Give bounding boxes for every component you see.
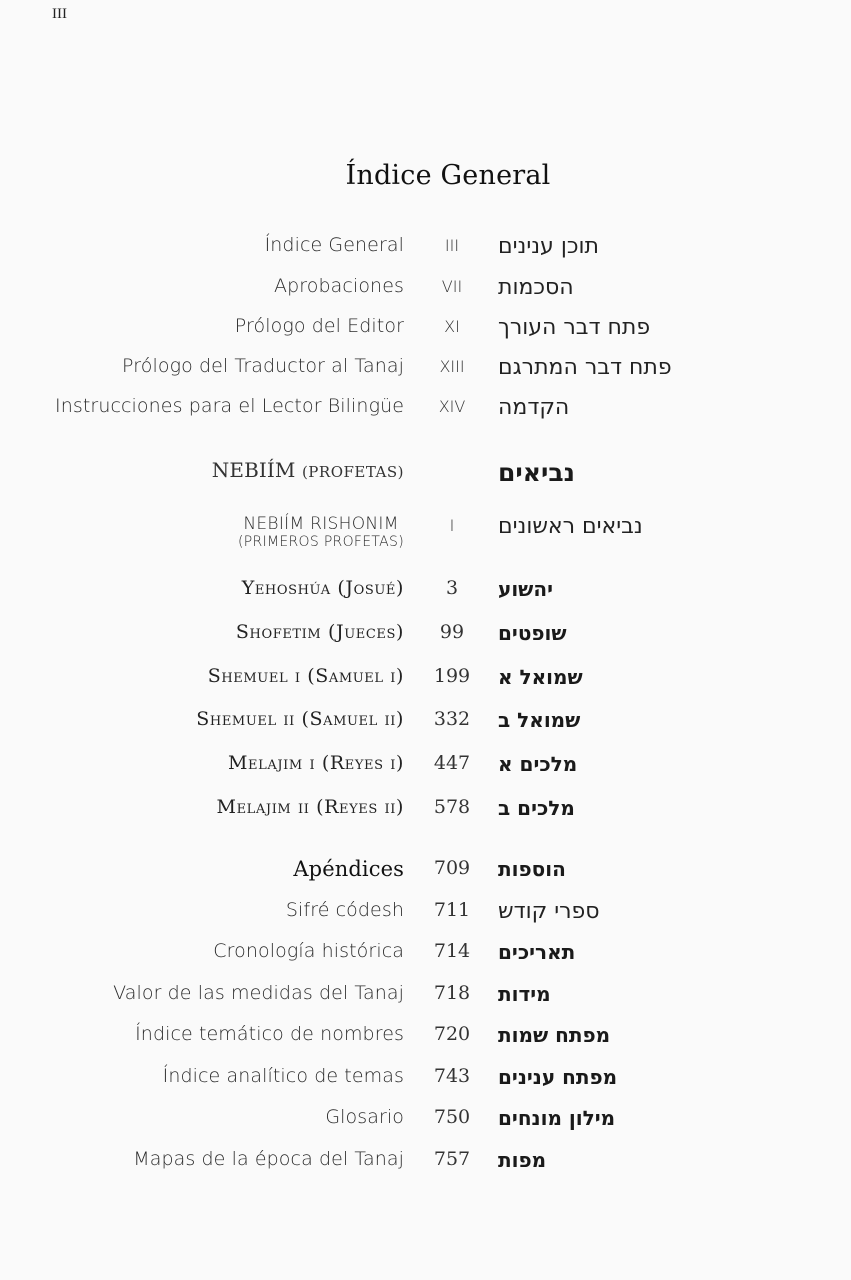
toc-entry[interactable]: [0, 982, 851, 1016]
entry-title-es: Melajim i (Reyes i): [227, 752, 404, 774]
toc-entry[interactable]: [0, 665, 851, 699]
entry-title-he: פתח דבר המתרגם: [498, 355, 672, 380]
entry-title-es: Shemuel i (Samuel i): [207, 665, 404, 687]
entry-title-he: מלכים ב: [498, 796, 575, 820]
entry-title-es: Prólogo del Editor: [234, 315, 404, 337]
entry-title-es: Mapas de la época del Tanaj: [133, 1148, 404, 1170]
appendices-title-es: Apéndices: [293, 857, 404, 881]
page-number: III: [52, 6, 67, 22]
page-title: Índice General: [345, 160, 551, 191]
entry-page: 718: [433, 982, 471, 1004]
entry-title-he: מלכים א: [498, 752, 578, 776]
section-heading-nebiim[interactable]: [0, 458, 851, 492]
entry-title-es: Índice General: [264, 234, 404, 256]
section-title-he: נביאים: [498, 458, 575, 487]
entry-title-he: מפתח ענינים: [498, 1065, 618, 1089]
entry-title-he: שופטים: [498, 621, 567, 645]
entry-page: III: [444, 236, 460, 255]
section-title-paren: (PROFETAS): [301, 463, 404, 481]
entry-title-he: שמואל א: [498, 665, 583, 689]
toc-entry[interactable]: [0, 1148, 851, 1182]
entry-page: VII: [441, 277, 463, 296]
entry-title-es: Yehoshúa (Josué): [241, 577, 404, 599]
entry-title-es: Valor de las medidas del Tanaj: [113, 982, 404, 1004]
entry-title-he: מידות: [498, 982, 551, 1006]
toc-entry[interactable]: [0, 708, 851, 742]
entry-title-he: הסכמות: [498, 275, 574, 300]
section-title-es: [212, 458, 404, 482]
entry-title-he: ספרי קודש: [498, 899, 600, 924]
entry-page: 720: [433, 1023, 471, 1045]
toc-entry[interactable]: [0, 940, 851, 974]
entry-title-he: מפות: [498, 1148, 547, 1172]
entry-title-es: Índice analítico de temas: [162, 1065, 404, 1087]
entry-page: 743: [433, 1065, 471, 1087]
entry-page: 447: [433, 752, 471, 774]
section-heading-appendices[interactable]: [0, 857, 851, 891]
toc-entry[interactable]: [0, 234, 851, 268]
entry-title-es: Cronología histórica: [213, 940, 404, 962]
entry-page: 332: [433, 708, 471, 730]
entry-page: 757: [433, 1148, 471, 1170]
entry-page: 711: [433, 899, 471, 921]
entry-title-he: תוכן ענינים: [498, 234, 599, 259]
entry-page: XI: [444, 317, 460, 336]
entry-title-he: מפתח שמות: [498, 1023, 611, 1047]
toc-entry[interactable]: [0, 621, 851, 655]
entry-title-es: Shemuel ii (Samuel ii): [196, 708, 404, 730]
entry-title-es: Shofetim (Jueces): [235, 621, 404, 643]
subsection-title-line2: (PRIMEROS PROFETAS): [238, 534, 404, 550]
entry-page: 578: [433, 796, 471, 818]
entry-title-es: Índice temático de nombres: [135, 1023, 404, 1045]
toc-entry[interactable]: [0, 395, 851, 429]
entry-title-he: שמואל ב: [498, 708, 581, 732]
entry-page: 3: [445, 577, 459, 599]
entry-page: 714: [433, 940, 471, 962]
entry-page: I: [449, 516, 455, 535]
entry-page: XIV: [438, 397, 466, 416]
subsection-title-he: נביאים ראשונים: [498, 514, 643, 539]
entry-page: 709: [433, 857, 471, 879]
entry-title-es: Melajim ii (Reyes ii): [216, 796, 404, 818]
entry-title-es: Sifré códesh: [285, 899, 404, 921]
subsection-title-es: [238, 514, 404, 550]
toc-entry[interactable]: [0, 315, 851, 349]
toc-entry[interactable]: [0, 1023, 851, 1057]
entry-title-he: פתח דבר העורך: [498, 315, 651, 340]
toc-entry[interactable]: [0, 275, 851, 309]
entry-title-es: Aprobaciones: [274, 275, 404, 297]
subsection-title-line1: NEBIÍM RISHONIM: [243, 514, 399, 534]
entry-title-es: Prólogo del Traductor al Tanaj: [122, 355, 404, 377]
subsection-nebiim-rishonim[interactable]: [0, 514, 851, 560]
entry-page: 199: [433, 665, 471, 687]
entry-page: 99: [439, 621, 465, 643]
entry-title-es: Instrucciones para el Lector Bilingüe: [55, 395, 404, 417]
toc-entry[interactable]: [0, 577, 851, 611]
toc-entry[interactable]: [0, 1065, 851, 1099]
entry-page: XIII: [439, 357, 465, 376]
entry-title-he: הקדמה: [498, 395, 570, 420]
entry-title-he: יהשוע: [498, 577, 553, 601]
toc-entry[interactable]: [0, 355, 851, 389]
toc-entry[interactable]: [0, 899, 851, 933]
toc-entry[interactable]: [0, 752, 851, 786]
entry-title-he: תאריכים: [498, 940, 576, 964]
entry-page: 750: [433, 1106, 471, 1128]
toc-entry[interactable]: [0, 1106, 851, 1140]
entry-title-es: Glosario: [325, 1106, 404, 1128]
appendices-title-he: הוספות: [498, 857, 566, 881]
toc-entry[interactable]: [0, 796, 851, 830]
entry-title-he: מילון מונחים: [498, 1106, 616, 1130]
section-title-main: NEBIÍM: [211, 458, 296, 482]
